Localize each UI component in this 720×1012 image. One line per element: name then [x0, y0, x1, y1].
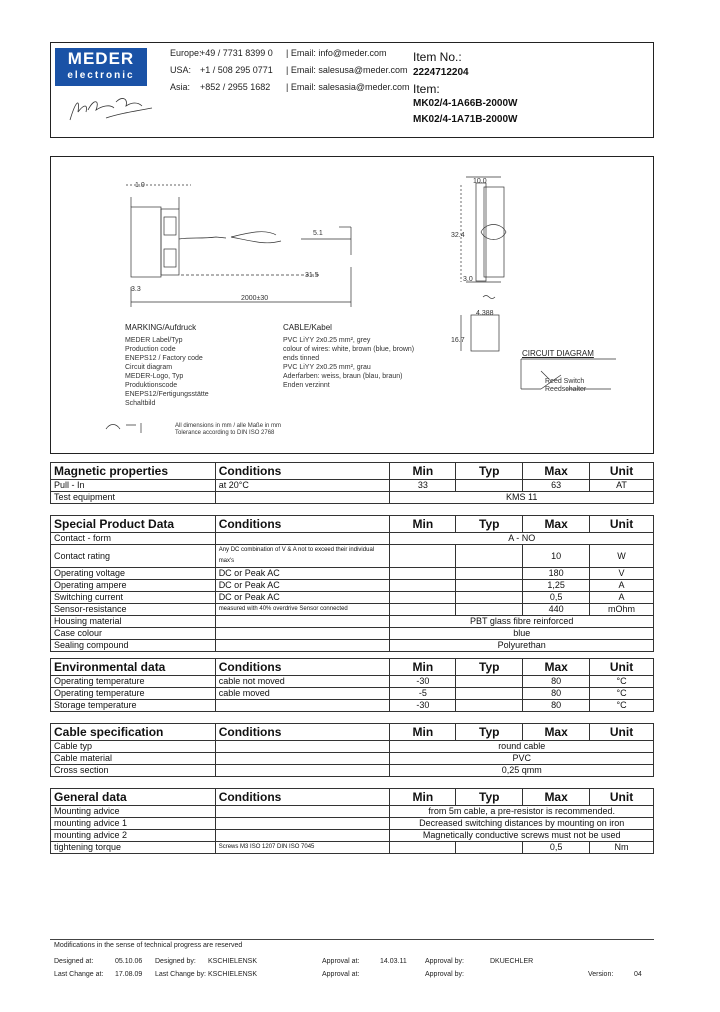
table-row: Operating temperature cable not moved -30 80 °C — [51, 676, 654, 688]
circuit-label: Reed Switch — [545, 378, 585, 385]
footer-value: DKUECHLER — [490, 958, 534, 965]
table-header-row: Magnetic properties Conditions Min Typ Max Unit — [51, 463, 654, 480]
table-special-product-data — [50, 515, 654, 652]
table-row: Case colour blue — [51, 628, 654, 640]
dim-label: 1.0 — [135, 182, 145, 189]
table-row: Operating temperature cable moved -5 80 °C — [51, 688, 654, 700]
table-row: mounting advice 1 Decreased switching distances by mounting on iron — [51, 818, 654, 830]
table-row: tightening torque Screws M3 ISO 1207 DIN ISO 7045 0,5 Nm — [51, 842, 654, 854]
dim-label: 3.3 — [131, 286, 141, 293]
table-row: Cable typ round cable — [51, 741, 654, 753]
cable-title: CABLE/Kabel — [283, 323, 332, 332]
item-no-value: 2224712204 — [413, 67, 469, 78]
table-general-data — [50, 788, 654, 854]
table-row: Storage temperature -30 80 °C — [51, 700, 654, 712]
table-header-row: Special Product Data Conditions Min Typ Max Unit — [51, 516, 654, 533]
technical-drawing — [51, 157, 653, 453]
table-row: Contact - form A - NO — [51, 533, 654, 545]
table-row: Sealing compound Polyurethan — [51, 640, 654, 652]
table-row: Operating ampere DC or Peak AC 1,25 A — [51, 580, 654, 592]
footer-label: Last Change at: — [54, 971, 104, 978]
table-row: Sensor-resistance measured with 40% overdrive Sensor connected 440 mOhm — [51, 604, 654, 616]
table-row: Contact rating Any DC combination of V & A not to exceed their individual max's 10 W — [51, 545, 654, 568]
slogan-signature-icon — [66, 90, 156, 126]
footer-label: Designed at: — [54, 958, 94, 965]
circuit-label: Reedschalter — [545, 386, 587, 393]
table-row: Housing material PBT glass fibre reinforced — [51, 616, 654, 628]
meder-logo — [55, 48, 147, 86]
table-magnetic-properties — [50, 462, 654, 504]
item-no-label: Item No.: — [413, 50, 462, 64]
dim-label: 4.388 — [476, 310, 494, 317]
contact-row: Europe:+49 / 7731 8399 0 | Email: info@meder.com — [170, 48, 387, 58]
marking-list: MEDER Label/Typ Production code ENEPS12 / Factory code Circuit diagram MEDER-Logo, Typ Produktionscode ENEPS12/Fertigungsstätte Schaltbild — [125, 337, 209, 407]
table-environmental-data — [50, 658, 654, 712]
dim-label: 32.4 — [451, 232, 465, 239]
footer-label: Approval at: — [322, 958, 360, 965]
footer-label: Version: — [588, 971, 614, 978]
contact-row: Asia: +852 / 2955 1682 | Email: salesasia@meder.com — [170, 82, 410, 92]
contact-row: USA: +1 / 508 295 0771 | Email: salesusa@meder.com — [170, 65, 408, 75]
table-row: Cable material PVC — [51, 753, 654, 765]
table-row: Cross section 0,25 qmm — [51, 765, 654, 777]
marking-title: MARKING/Aufdruck — [125, 323, 197, 332]
footer-value: 05.10.06 — [115, 958, 143, 965]
footer-label: Approval by: — [425, 958, 464, 965]
footer-value: 14.03.11 — [380, 958, 407, 965]
footer-value: 17.08.09 — [115, 971, 143, 978]
footer-label: Approval by: — [425, 971, 464, 978]
dim-label: 3.0 — [463, 276, 473, 283]
table-header-row: Cable specification Conditions Min Typ Max Unit — [51, 724, 654, 741]
table-row: Test equipment KMS 11 — [51, 492, 654, 504]
drawing-note: All dimensions in mm / alle Maße in mm Tolerance according to DIN ISO 2768 — [175, 423, 282, 436]
dim-label: 5.1 — [313, 230, 323, 237]
circuit-title: CIRCUIT DIAGRAM — [522, 349, 594, 358]
item-name-1: MK02/4-1A66B-2000W — [413, 98, 518, 109]
dim-label: 10.0 — [473, 178, 487, 185]
contact-block — [170, 45, 410, 96]
table-cable-specification — [50, 723, 654, 777]
footer-value: KSCHIELENSK — [208, 971, 258, 978]
footer-value: KSCHIELENSK — [208, 958, 258, 965]
table-header-row: General data Conditions Min Typ Max Unit — [51, 789, 654, 806]
footer-divider — [50, 939, 654, 940]
dim-label: 16.7 — [451, 337, 465, 344]
item-label: Item: — [413, 82, 440, 96]
dim-label: 31.5 — [305, 272, 319, 279]
footer-note: Modifications in the sense of technical progress are reserved — [54, 942, 243, 949]
footer-label: Designed by: — [155, 958, 196, 965]
table-row: mounting advice 2 Magnetically conductive screws must not be used — [51, 830, 654, 842]
footer-value: 04 — [634, 971, 642, 978]
table-header-row: Environmental data Conditions Min Typ Max Unit — [51, 659, 654, 676]
logo-text: MEDER — [67, 49, 135, 68]
cable-list: PVC LiYY 2x0.25 mm², grey colour of wires: white, brown (blue, brown) ends tinned PVC LiYY 2x0.25 mm², grau Aderfarben: weiss, braun (blau, braun) Enden verzinnt — [283, 337, 415, 389]
table-row: Operating voltage DC or Peak AC 180 V — [51, 568, 654, 580]
item-block — [413, 49, 518, 130]
table-row: Switching current DC or Peak AC 0,5 A — [51, 592, 654, 604]
footer-label: Last Change by: — [155, 971, 206, 978]
table-row: Mounting advice from 5m cable, a pre-resistor is recommended. — [51, 806, 654, 818]
logo-subtext: electronic — [67, 70, 135, 81]
item-name-2: MK02/4-1A71B-2000W — [413, 114, 518, 125]
table-row: Pull - In at 20°C 33 63 AT — [51, 480, 654, 492]
footer-label: Approval at: — [322, 971, 360, 978]
dim-label: 2000±30 — [241, 295, 269, 302]
